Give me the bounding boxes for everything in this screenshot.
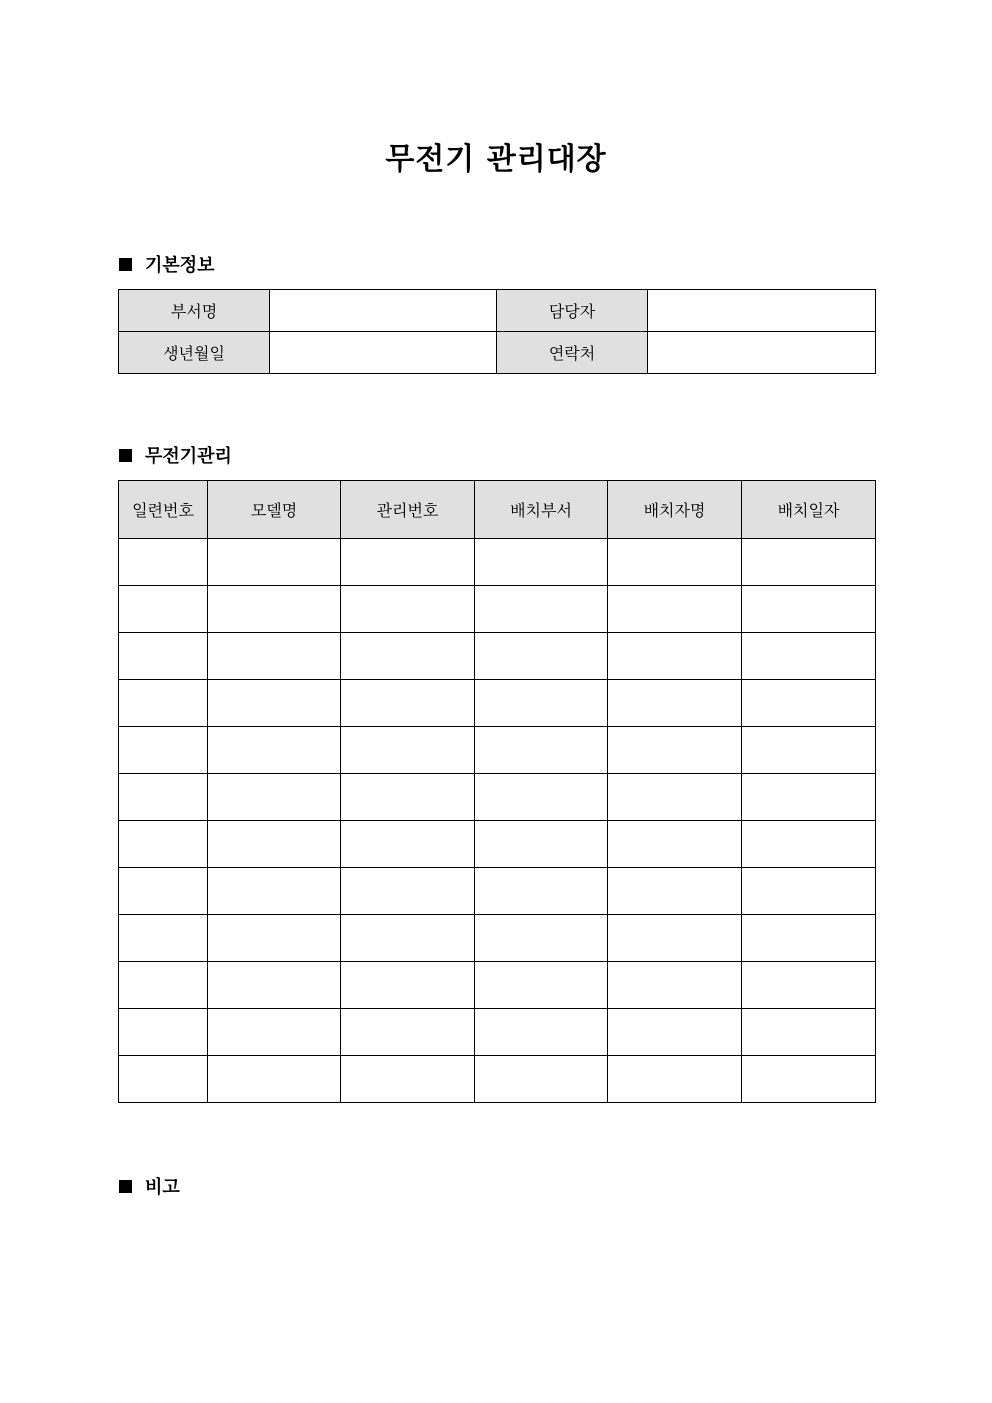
table-row bbox=[119, 332, 876, 374]
table-cell[interactable] bbox=[208, 680, 341, 727]
table-cell[interactable] bbox=[742, 539, 876, 586]
table-row bbox=[119, 915, 876, 962]
table-cell[interactable] bbox=[608, 539, 742, 586]
table-row bbox=[119, 774, 876, 821]
table-cell[interactable] bbox=[742, 727, 876, 774]
table-cell[interactable] bbox=[341, 727, 475, 774]
table-cell[interactable] bbox=[475, 821, 608, 868]
table-cell[interactable] bbox=[608, 680, 742, 727]
table-row bbox=[119, 727, 876, 774]
square-bullet-icon bbox=[119, 258, 132, 271]
column-header-model-name: 모델명 bbox=[208, 481, 341, 539]
table-row bbox=[119, 586, 876, 633]
table-cell[interactable] bbox=[119, 774, 208, 821]
radio-management-table bbox=[118, 480, 876, 1103]
table-row bbox=[119, 1009, 876, 1056]
table-cell[interactable] bbox=[742, 774, 876, 821]
table-cell[interactable] bbox=[341, 962, 475, 1009]
column-header-assigned-department: 배치부서 bbox=[475, 481, 608, 539]
square-bullet-icon bbox=[119, 1180, 132, 1193]
column-header-assignee-name: 배치자명 bbox=[608, 481, 742, 539]
section-heading-radio-management bbox=[119, 443, 232, 467]
table-cell[interactable] bbox=[208, 586, 341, 633]
table-cell[interactable] bbox=[341, 680, 475, 727]
table-cell[interactable] bbox=[608, 868, 742, 915]
table-cell[interactable] bbox=[341, 774, 475, 821]
table-cell[interactable] bbox=[208, 1009, 341, 1056]
table-cell[interactable] bbox=[608, 915, 742, 962]
table-cell[interactable] bbox=[341, 868, 475, 915]
page-title: 무전기 관리대장 bbox=[385, 142, 607, 177]
table-cell[interactable] bbox=[742, 868, 876, 915]
birthdate-label: 생년월일 bbox=[119, 332, 270, 374]
section-heading-remarks bbox=[119, 1174, 180, 1198]
table-cell[interactable] bbox=[208, 1056, 341, 1103]
table-cell[interactable] bbox=[475, 868, 608, 915]
contact-field[interactable] bbox=[648, 332, 876, 374]
table-cell[interactable] bbox=[341, 539, 475, 586]
table-cell[interactable] bbox=[608, 1009, 742, 1056]
table-cell[interactable] bbox=[208, 915, 341, 962]
basic-info-table bbox=[118, 289, 876, 374]
table-header-row bbox=[119, 481, 876, 539]
table-cell[interactable] bbox=[475, 1056, 608, 1103]
table-cell[interactable] bbox=[475, 586, 608, 633]
table-row bbox=[119, 290, 876, 332]
table-cell[interactable] bbox=[208, 727, 341, 774]
table-cell[interactable] bbox=[608, 1056, 742, 1103]
table-cell[interactable] bbox=[119, 962, 208, 1009]
table-row bbox=[119, 539, 876, 586]
table-cell[interactable] bbox=[475, 680, 608, 727]
table-cell[interactable] bbox=[742, 633, 876, 680]
manager-label: 담당자 bbox=[497, 290, 648, 332]
table-cell[interactable] bbox=[208, 774, 341, 821]
table-cell[interactable] bbox=[119, 633, 208, 680]
table-cell[interactable] bbox=[208, 539, 341, 586]
table-cell[interactable] bbox=[119, 727, 208, 774]
table-cell[interactable] bbox=[742, 821, 876, 868]
table-cell[interactable] bbox=[341, 821, 475, 868]
table-cell[interactable] bbox=[341, 633, 475, 680]
section-heading-label: 비고 bbox=[145, 1177, 180, 1198]
column-header-management-number: 관리번호 bbox=[341, 481, 475, 539]
table-cell[interactable] bbox=[608, 774, 742, 821]
table-cell[interactable] bbox=[742, 680, 876, 727]
manager-field[interactable] bbox=[648, 290, 876, 332]
table-cell[interactable] bbox=[119, 586, 208, 633]
table-row bbox=[119, 962, 876, 1009]
column-header-serial-number: 일련번호 bbox=[119, 481, 208, 539]
table-cell[interactable] bbox=[341, 586, 475, 633]
table-row bbox=[119, 680, 876, 727]
table-cell[interactable] bbox=[119, 821, 208, 868]
table-cell[interactable] bbox=[119, 915, 208, 962]
column-header-assigned-date: 배치일자 bbox=[742, 481, 876, 539]
table-cell[interactable] bbox=[742, 915, 876, 962]
table-cell[interactable] bbox=[608, 821, 742, 868]
table-cell[interactable] bbox=[742, 962, 876, 1009]
table-cell[interactable] bbox=[475, 774, 608, 821]
department-label: 부서명 bbox=[119, 290, 270, 332]
table-cell[interactable] bbox=[341, 1009, 475, 1056]
square-bullet-icon bbox=[119, 449, 132, 462]
remarks-content[interactable] bbox=[119, 1210, 876, 1330]
birthdate-field[interactable] bbox=[270, 332, 497, 374]
section-heading-label: 무전기관리 bbox=[145, 446, 232, 467]
table-cell[interactable] bbox=[208, 962, 341, 1009]
table-cell[interactable] bbox=[341, 915, 475, 962]
section-heading-label: 기본정보 bbox=[145, 255, 215, 276]
table-cell[interactable] bbox=[742, 1009, 876, 1056]
table-row bbox=[119, 821, 876, 868]
table-cell[interactable] bbox=[119, 1009, 208, 1056]
table-row bbox=[119, 868, 876, 915]
table-cell[interactable] bbox=[475, 962, 608, 1009]
table-cell[interactable] bbox=[475, 633, 608, 680]
table-row bbox=[119, 1056, 876, 1103]
table-cell[interactable] bbox=[475, 915, 608, 962]
table-cell[interactable] bbox=[119, 1056, 208, 1103]
table-cell[interactable] bbox=[608, 962, 742, 1009]
table-cell[interactable] bbox=[208, 821, 341, 868]
table-cell[interactable] bbox=[742, 586, 876, 633]
table-cell[interactable] bbox=[208, 633, 341, 680]
table-cell[interactable] bbox=[119, 539, 208, 586]
table-cell[interactable] bbox=[608, 586, 742, 633]
table-cell[interactable] bbox=[119, 868, 208, 915]
table-cell[interactable] bbox=[475, 1009, 608, 1056]
table-cell[interactable] bbox=[742, 1056, 876, 1103]
section-heading-basic-info bbox=[119, 252, 215, 276]
table-cell[interactable] bbox=[119, 680, 208, 727]
table-cell[interactable] bbox=[608, 633, 742, 680]
contact-label: 연락처 bbox=[497, 332, 648, 374]
table-cell[interactable] bbox=[608, 727, 742, 774]
table-cell[interactable] bbox=[341, 1056, 475, 1103]
table-cell[interactable] bbox=[208, 868, 341, 915]
table-cell[interactable] bbox=[475, 727, 608, 774]
department-field[interactable] bbox=[270, 290, 497, 332]
table-cell[interactable] bbox=[475, 539, 608, 586]
table-row bbox=[119, 633, 876, 680]
